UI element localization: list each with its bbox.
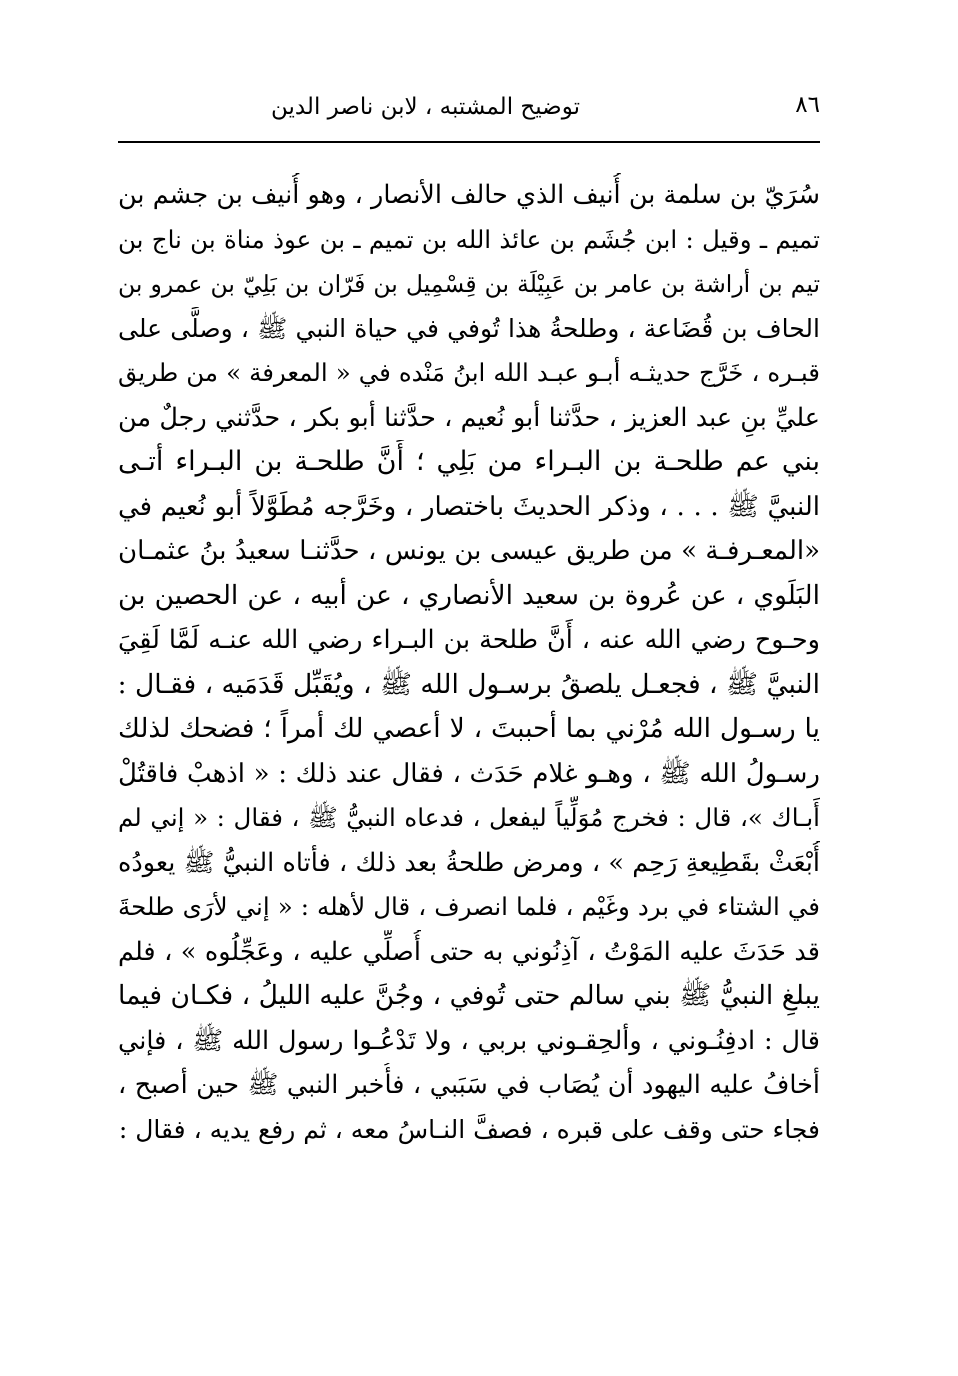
text-line: «المعـرفـة » من طريق عيسى بن يونس ، حدَّثنـا سعيدُ بنُ عثمـان [118,536,820,566]
text-line: تيم بن أراشة بن عامر بن عَبِيْلَة بن قِسْمِيل بن فَرّان بن بَلِيّ بن عمرو بن [118,270,820,298]
body-text [118,173,820,1152]
text-line: الحاف بن قُضَاعة ، وطلحةُ هذا تُوفي في حياة النبي ﷺ ، وصلَّى على [118,313,820,343]
text-line: قال : ادفِنُـوني ، وألحِقـوني بربي ، ولا تَدْعُـوا رسول الله ﷺ ، فإني [118,1025,820,1056]
text-line: أخافُ عليه اليهود أن يُصَاب في سَبَبي ، فأُخبر النبي ﷺ حين أصبح ، [118,1070,820,1100]
text-line: أَبـاك »، قال : فخرج مُوَلِّياً ليفعل ، فدعاه النبيُّ ﷺ ، فقال : « إني لم [118,803,820,832]
text-line: يا رسـول الله مُرْني بما أحببتَ ، لا أعصي لك أمراً ؛ فضحك لذلك [118,713,820,744]
text-line: تميم ـ وقيل : ابن جُشَم بن عائذ الله بن تميم ـ بن عوذ مناة بن ناج بن [118,224,820,254]
text-line: النبيَّ ﷺ ، فجعـل يلصقُ برسـول الله ﷺ ، ويُقَبِّل قَدَمَيه ، فقـال : [118,668,820,700]
text-line: قد حَدَثَ عليه المَوْتُ ، آذِنُوني به حتى أُصلِّي عليه ، وعَجِّلُوه » ، فلم [118,936,820,967]
text-line: بني عم طلحـة بن البـراء من بَلِي ؛ أَنَّ طلحـة بن البـراء أتـى [118,446,820,477]
text-line: رسـولُ الله ﷺ ، وهـو غلام حَدَث ، فقال عند ذلك : « اذهبْ فاقتُلْ [118,758,820,789]
text-line: قبـره ، خَرَّج حديثـه أبـو عبـد الله ابنُ مَنْده في « المعرفة » من طريق [118,358,820,387]
text-line: أُبْعَثْ بقَطِيعةِ رَحِم » ، ومرض طلحةُ بعد ذلك ، فأتاه النبيُّ ﷺ يعودُه [118,847,820,878]
text-line: وحـوح رضي الله عنه ، أَنَّ طلحة بن البـراء رضي الله عنـه لَمَّا لَقِيَ [118,625,820,655]
header-rule [118,141,820,143]
page-number: ٨٦ [795,92,820,118]
text-line: عليِّ بنِ عبد العزيز ، حدَّثنا أبو نُعيم ، حدَّثنا أبو بكر ، حدَّثني رجلٌ من [118,402,820,433]
text-line: يبلغِ النبيُّ ﷺ بني سالم حتى تُوفي ، وجُنَّ عليه الليلُ ، فكـان فيما [118,980,820,1011]
text-line: فجاء حتى وقف على قبره ، فصفَّ النـاسُ معه ، ثم رفع يديه ، فقال : [118,1114,820,1144]
page-header [118,88,820,134]
text-line: في الشتاء في برد وغَيْم ، فلما انصرف ، قال لأهله : « إني لأرَى طلحةَ [118,892,820,921]
text-line: سُرَيّ بن سلمة بن أُنيف الذي حالف الأنصار ، وهو أُنيف بن جشم بن [118,180,820,210]
running-title: توضيح المشتبه ، لابن ناصر الدين [270,94,580,120]
text-line: النبيَّ ﷺ . . . ، وذكر الحديثَ باختصار ، وخَرَّجه مُطَوَّلاً أبو نُعيم في [118,491,820,522]
text-line: البَلَوي ، عن عُروة بن سعيد الأنصاري ، عن أبيه ، عن الحصين بن [118,579,820,611]
